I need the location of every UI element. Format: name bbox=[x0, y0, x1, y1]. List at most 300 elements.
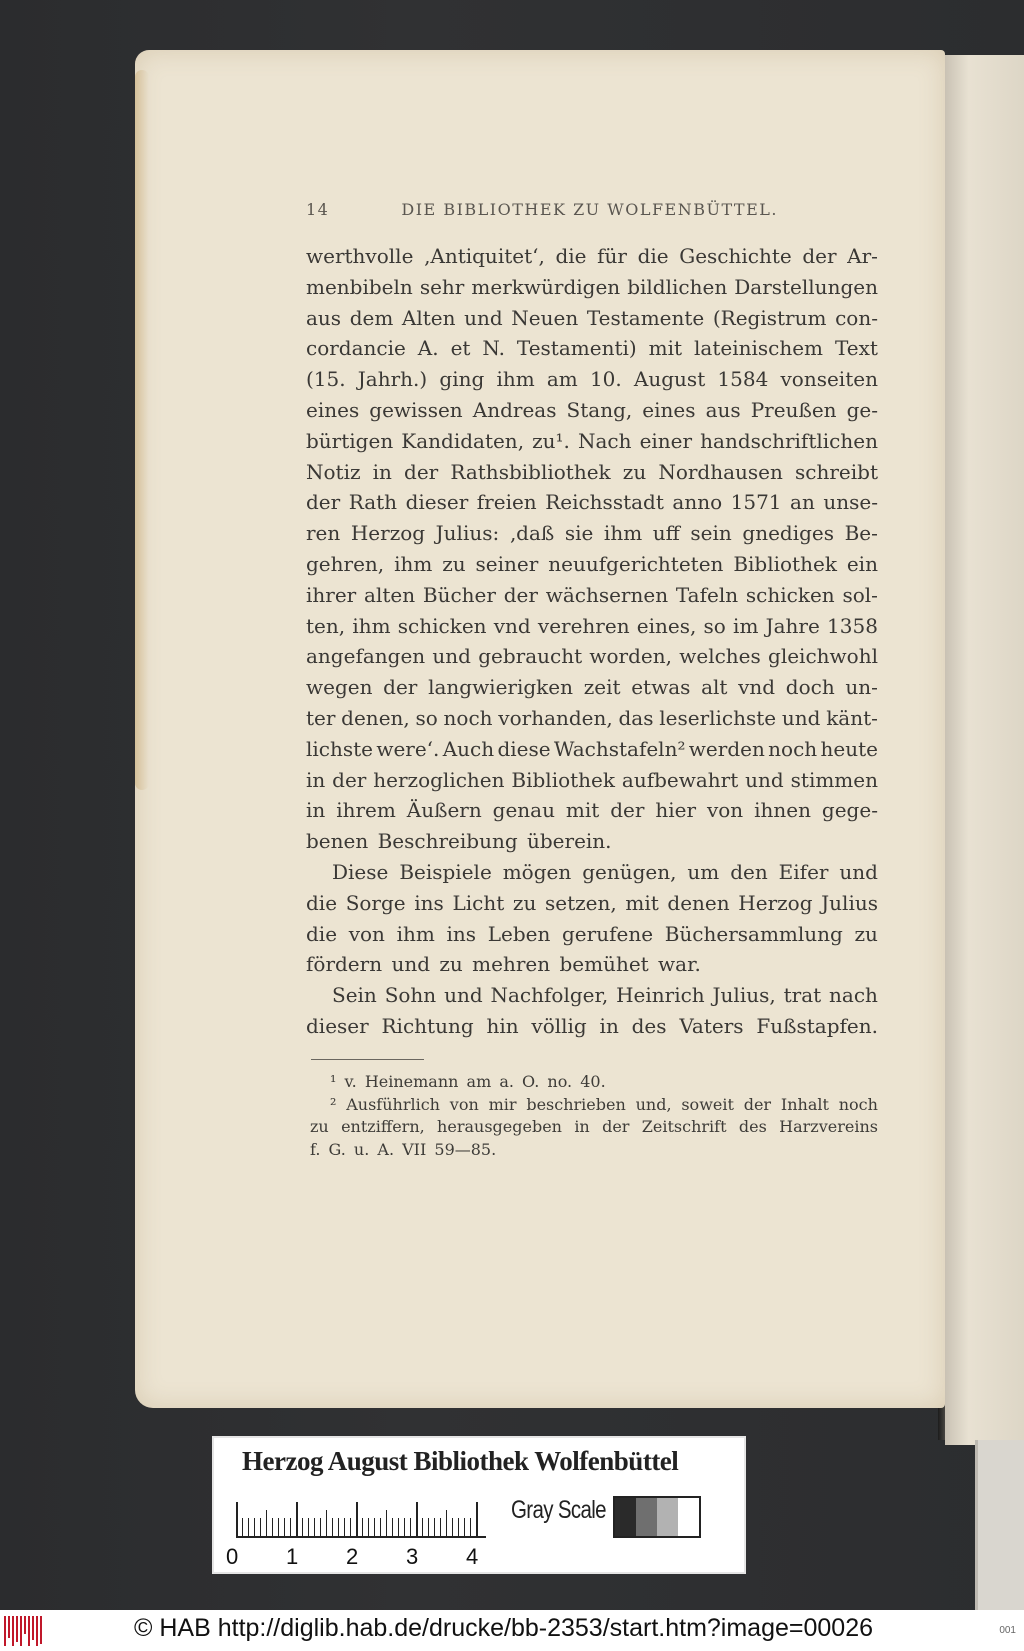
ruler-tick bbox=[254, 1518, 255, 1536]
word: in bbox=[599, 1013, 619, 1038]
ruler-tick bbox=[356, 1502, 358, 1536]
ruler-label: 4 bbox=[466, 1544, 479, 1569]
hab-logo-icon bbox=[4, 1616, 46, 1646]
ruler-label: 3 bbox=[406, 1544, 419, 1569]
word: Herzog bbox=[738, 890, 813, 915]
corner-mark: 001 bbox=[999, 1625, 1016, 1636]
word: ins bbox=[446, 921, 477, 946]
word: dem bbox=[349, 305, 394, 330]
word: trat bbox=[783, 983, 822, 1008]
text-line bbox=[306, 364, 878, 395]
ruler-tick bbox=[464, 1518, 465, 1536]
word: Jahrh.) bbox=[357, 367, 428, 392]
word: Richtung bbox=[381, 1013, 474, 1038]
word: Preußen bbox=[750, 397, 837, 422]
word: Julius, bbox=[712, 983, 776, 1008]
word: Darstellungen bbox=[734, 274, 878, 299]
ruler-tick bbox=[332, 1518, 333, 1536]
word: Neuen bbox=[511, 305, 579, 330]
word: 1584 bbox=[717, 367, 769, 392]
word: Text bbox=[834, 336, 878, 361]
word: ihm bbox=[394, 551, 433, 576]
word: und, bbox=[635, 1094, 672, 1114]
word: welches bbox=[679, 644, 761, 669]
word: ge- bbox=[846, 397, 878, 422]
footnote-line: ¹ v. Heinemann am a. O. no. 40. bbox=[330, 1072, 606, 1091]
logo-bar bbox=[4, 1616, 6, 1646]
ruler-tick bbox=[302, 1518, 303, 1536]
ruler-tick bbox=[248, 1518, 249, 1536]
word: der bbox=[743, 1094, 772, 1114]
word: ihrer bbox=[306, 582, 357, 607]
word: menbibeln bbox=[306, 274, 413, 299]
text-line: benen Beschreibung überein. bbox=[306, 829, 612, 854]
word: die bbox=[306, 921, 338, 946]
text-line bbox=[306, 457, 878, 488]
ruler-tick bbox=[350, 1518, 351, 1536]
word: Rath bbox=[348, 490, 398, 515]
logo-bar bbox=[28, 1616, 30, 1646]
text-line bbox=[306, 426, 878, 457]
word: gnediges bbox=[742, 521, 835, 546]
word: un- bbox=[845, 675, 878, 700]
word: gebraucht bbox=[478, 644, 583, 669]
word: lichste bbox=[306, 736, 374, 761]
logo-bar bbox=[32, 1616, 34, 1640]
word: die bbox=[555, 244, 587, 268]
word: ‚daß bbox=[509, 521, 555, 546]
word: handschriftlichen bbox=[700, 428, 878, 453]
word: der bbox=[332, 767, 367, 792]
text-line bbox=[306, 333, 878, 364]
word: 10. bbox=[589, 367, 622, 392]
word: schicken bbox=[397, 613, 487, 638]
word: Eifer bbox=[778, 859, 829, 884]
body-text bbox=[306, 241, 878, 1042]
word: 1358 bbox=[827, 613, 878, 638]
logo-bar bbox=[8, 1616, 10, 1638]
word: dieser bbox=[306, 1013, 369, 1038]
word: leserlichste bbox=[659, 705, 777, 730]
word: Wachstafeln² bbox=[553, 736, 686, 761]
word: Äußern bbox=[406, 798, 482, 823]
word: Fußstapfen. bbox=[756, 1013, 878, 1038]
text-line bbox=[306, 549, 878, 580]
footnotes bbox=[310, 1071, 878, 1161]
text-line bbox=[306, 1011, 878, 1042]
word: ter bbox=[306, 705, 336, 730]
word: N. bbox=[482, 336, 505, 361]
text-line bbox=[306, 888, 878, 919]
word: merkwürdigen bbox=[471, 274, 621, 299]
footer-bar bbox=[0, 1610, 1024, 1651]
text-line: fördern und zu mehren bemühet war. bbox=[306, 952, 701, 977]
word: von bbox=[449, 1094, 479, 1114]
word: sie bbox=[564, 521, 594, 546]
gray-swatch bbox=[615, 1498, 636, 1536]
text-line bbox=[306, 611, 878, 642]
word: Sein bbox=[332, 983, 377, 1008]
word: heute bbox=[820, 736, 878, 761]
ruler-tick bbox=[374, 1518, 375, 1536]
word: an bbox=[790, 490, 815, 515]
word: eines, bbox=[636, 613, 697, 638]
word: uff bbox=[652, 521, 680, 546]
word: Vaters bbox=[679, 1013, 744, 1038]
footnote-line: f. G. u. A. VII 59—85. bbox=[310, 1139, 497, 1159]
ruler-tick bbox=[446, 1510, 447, 1536]
word: setzen, bbox=[544, 890, 617, 915]
word: sol- bbox=[842, 582, 878, 607]
ruler-tick bbox=[470, 1518, 471, 1536]
word: Herzog bbox=[350, 521, 426, 546]
word: Harzvereins bbox=[779, 1117, 878, 1136]
word: herausgegeben bbox=[437, 1117, 562, 1136]
word: gehren, bbox=[306, 551, 385, 576]
ruler-tick bbox=[314, 1518, 315, 1536]
ruler-label: 2 bbox=[346, 1544, 359, 1569]
word: den bbox=[730, 859, 768, 884]
logo-bar bbox=[24, 1616, 26, 1634]
word: um bbox=[687, 859, 720, 884]
word: beschrieben bbox=[526, 1094, 626, 1114]
word: (Registrum bbox=[712, 305, 827, 330]
ruler-tick bbox=[392, 1518, 393, 1536]
word: des bbox=[738, 1117, 767, 1136]
word: 1571 bbox=[730, 490, 782, 515]
word: Ausführlich bbox=[346, 1094, 440, 1114]
word: wächsernen bbox=[545, 582, 669, 607]
running-head: DIE BIBLIOTHEK ZU WOLFENBÜTTEL. bbox=[401, 200, 778, 219]
ruler-tick bbox=[362, 1518, 363, 1536]
word: cordancie bbox=[306, 336, 406, 361]
word: Auch bbox=[442, 736, 495, 761]
ruler-tick bbox=[308, 1518, 309, 1536]
word: hin bbox=[486, 1013, 519, 1038]
word: Geschichte bbox=[679, 244, 792, 268]
word: alt bbox=[701, 675, 728, 700]
word: werthvolle bbox=[306, 244, 414, 268]
word: Sorge bbox=[345, 890, 406, 915]
word: von bbox=[706, 798, 744, 823]
word: ihm bbox=[496, 367, 535, 392]
logo-bar bbox=[12, 1616, 14, 1646]
word: August bbox=[633, 367, 706, 392]
word: langwierigken bbox=[428, 675, 574, 700]
color-target-card bbox=[212, 1436, 746, 1574]
gray-swatch bbox=[657, 1498, 678, 1536]
logo-bar bbox=[36, 1616, 38, 1646]
word: diese bbox=[497, 736, 551, 761]
word: Büchersammlung bbox=[664, 921, 843, 946]
next-leaf bbox=[945, 55, 1024, 1445]
word: zu bbox=[854, 921, 878, 946]
gray-scale-swatches bbox=[613, 1496, 701, 1538]
ruler-label: 1 bbox=[286, 1544, 299, 1569]
gray-swatch bbox=[636, 1498, 657, 1536]
ruler-tick bbox=[278, 1518, 279, 1536]
word: Bibliothek bbox=[511, 767, 616, 792]
word: mit bbox=[648, 336, 683, 361]
word: Testamenti) bbox=[516, 336, 637, 361]
page-header bbox=[306, 200, 778, 224]
logo-bar bbox=[40, 1616, 42, 1644]
word: der bbox=[802, 244, 837, 268]
word: vorhanden, bbox=[498, 705, 613, 730]
text-line bbox=[306, 795, 878, 826]
word: schreibt bbox=[795, 459, 878, 484]
word: neuufgerichteten bbox=[548, 551, 724, 576]
word: ihm bbox=[396, 921, 435, 946]
word: aufbewahrt bbox=[621, 767, 739, 792]
ruler-tick bbox=[410, 1518, 411, 1536]
word: am bbox=[546, 367, 578, 392]
word: gleichwohl bbox=[768, 644, 878, 669]
word: Jahre bbox=[765, 613, 820, 638]
text-line bbox=[306, 303, 878, 334]
word: zu bbox=[442, 551, 466, 576]
word: zu¹. bbox=[532, 428, 570, 453]
word: der bbox=[306, 490, 341, 515]
word: ging bbox=[439, 367, 485, 392]
word: zu bbox=[512, 890, 537, 915]
word: und bbox=[444, 983, 483, 1008]
ruler-baseline bbox=[236, 1536, 486, 1538]
word: und bbox=[839, 859, 878, 884]
text-line bbox=[306, 487, 878, 518]
word: Rathsbibliothek bbox=[450, 459, 611, 484]
word: und bbox=[432, 644, 471, 669]
word: ein bbox=[846, 551, 878, 576]
text-line bbox=[306, 395, 878, 426]
ruler-label: 0 bbox=[226, 1544, 239, 1569]
ruler-tick bbox=[458, 1518, 459, 1536]
word: in bbox=[574, 1117, 590, 1136]
word: genügen, bbox=[582, 859, 677, 884]
word: zu bbox=[622, 459, 647, 484]
word: nach bbox=[829, 983, 878, 1008]
word: aus bbox=[306, 305, 342, 330]
word: Reichsstadt bbox=[545, 490, 664, 515]
text-line bbox=[306, 980, 878, 1011]
word: (15. bbox=[306, 367, 346, 392]
word: Nordhausen bbox=[658, 459, 783, 484]
word: Licht bbox=[452, 890, 505, 915]
adjacent-volume bbox=[975, 1440, 1024, 1610]
word: Testamente bbox=[586, 305, 705, 330]
word: Kandidaten, bbox=[401, 428, 525, 453]
word: noch bbox=[443, 705, 493, 730]
word: ‚Antiquitet‘, bbox=[424, 244, 545, 268]
word: alten bbox=[364, 582, 416, 607]
word: Stang, bbox=[566, 397, 633, 422]
text-line bbox=[306, 857, 878, 888]
footnote-rule bbox=[311, 1059, 424, 1060]
copyright-link[interactable]: © HAB http://diglib.hab.de/drucke/bb-2353/start.htm?image=00026 bbox=[134, 1614, 874, 1642]
ruler-tick bbox=[344, 1518, 345, 1536]
word: ihnen bbox=[754, 798, 811, 823]
word: herzoglichen bbox=[373, 767, 505, 792]
word: und bbox=[464, 305, 503, 330]
text-line bbox=[306, 919, 878, 950]
word: vnd bbox=[738, 675, 776, 700]
text-line bbox=[306, 641, 878, 672]
word: vonseiten bbox=[780, 367, 878, 392]
word: wegen bbox=[306, 675, 373, 700]
word: vnd bbox=[493, 613, 531, 638]
word: gege- bbox=[821, 798, 878, 823]
word: Alten bbox=[401, 305, 456, 330]
word: Beispiele bbox=[399, 859, 492, 884]
word: gerufene bbox=[562, 921, 654, 946]
word: bürtigen bbox=[306, 428, 394, 453]
word: mit bbox=[625, 890, 659, 915]
text-line bbox=[306, 580, 878, 611]
word: verehren bbox=[537, 613, 630, 638]
word: Julius bbox=[821, 890, 878, 915]
ruler-tick bbox=[272, 1518, 273, 1536]
word: con- bbox=[835, 305, 878, 330]
word: dieser bbox=[405, 490, 469, 515]
word: ihm bbox=[352, 613, 391, 638]
ruler-tick bbox=[434, 1518, 435, 1536]
footnote-line bbox=[310, 1094, 878, 1117]
word: ins bbox=[414, 890, 444, 915]
ruler-tick bbox=[398, 1518, 399, 1536]
word: genau bbox=[492, 798, 555, 823]
word: stimmen bbox=[790, 767, 878, 792]
word: Tafeln bbox=[675, 582, 739, 607]
word: Leben bbox=[487, 921, 551, 946]
text-line bbox=[306, 765, 878, 796]
word: noch bbox=[838, 1094, 878, 1114]
logo-bar bbox=[16, 1616, 18, 1642]
ruler-tick bbox=[368, 1518, 369, 1536]
ruler-tick bbox=[416, 1502, 418, 1536]
ruler-tick bbox=[266, 1510, 267, 1536]
word: Bücher bbox=[422, 582, 496, 607]
word: und bbox=[781, 705, 821, 730]
word: ihm bbox=[603, 521, 643, 546]
word: noch bbox=[768, 736, 818, 761]
ruler-tick bbox=[440, 1518, 441, 1536]
word: unse- bbox=[823, 490, 878, 515]
word: der bbox=[610, 798, 645, 823]
word: so bbox=[415, 705, 438, 730]
word: des bbox=[631, 1013, 667, 1038]
word: hier bbox=[655, 798, 697, 823]
word: känt- bbox=[826, 705, 878, 730]
text-line bbox=[306, 703, 878, 734]
word: der bbox=[503, 582, 538, 607]
word: entziffern, bbox=[341, 1117, 425, 1136]
ruler-tick bbox=[242, 1518, 243, 1536]
word: seiner bbox=[475, 551, 539, 576]
ruler-tick bbox=[236, 1502, 238, 1536]
word: Andreas bbox=[472, 397, 557, 422]
word: ten, bbox=[306, 613, 346, 638]
word: freien bbox=[476, 490, 537, 515]
word: eines bbox=[642, 397, 696, 422]
word: lateinischem bbox=[694, 336, 824, 361]
word: einer bbox=[639, 428, 693, 453]
word: Inhalt bbox=[780, 1094, 829, 1114]
text-line bbox=[306, 734, 878, 765]
word: worden, bbox=[589, 644, 672, 669]
word: Diese bbox=[332, 859, 389, 884]
word: etwas bbox=[631, 675, 691, 700]
centimeter-ruler bbox=[236, 1500, 506, 1538]
ruler-tick bbox=[386, 1510, 387, 1536]
word: Zeitschrift bbox=[641, 1117, 727, 1136]
word: in bbox=[306, 767, 326, 792]
word: die bbox=[637, 244, 669, 268]
word: Be- bbox=[844, 521, 878, 546]
word: Notiz bbox=[306, 459, 361, 484]
word: im bbox=[733, 613, 759, 638]
word: in bbox=[306, 798, 326, 823]
word: und bbox=[745, 767, 784, 792]
word: ² bbox=[330, 1094, 337, 1114]
word: ihrem bbox=[336, 798, 396, 823]
word: A. bbox=[417, 336, 439, 361]
text-line bbox=[306, 518, 878, 549]
word: Nach bbox=[577, 428, 632, 453]
ruler-tick bbox=[338, 1518, 339, 1536]
gray-scale-label: Gray Scale bbox=[511, 1496, 606, 1524]
word: Sohn bbox=[384, 983, 437, 1008]
gray-swatch bbox=[678, 1498, 699, 1536]
ruler-tick bbox=[452, 1518, 453, 1536]
logo-bar bbox=[20, 1616, 22, 1646]
word: in bbox=[372, 459, 392, 484]
ruler-tick bbox=[380, 1518, 381, 1536]
word: Julius: bbox=[435, 521, 500, 546]
word: denen bbox=[667, 890, 730, 915]
word: sein bbox=[690, 521, 732, 546]
text-line bbox=[306, 272, 878, 303]
page-number: 14 bbox=[306, 200, 330, 219]
word: der bbox=[383, 675, 418, 700]
ruler-tick bbox=[320, 1518, 321, 1536]
word: so bbox=[703, 613, 726, 638]
word: schicken bbox=[745, 582, 835, 607]
text-line bbox=[306, 241, 878, 272]
word: eines bbox=[306, 397, 360, 422]
word: für bbox=[597, 244, 627, 268]
word: Nachfolger, bbox=[490, 983, 609, 1008]
ruler-tick bbox=[284, 1518, 285, 1536]
word: were‘. bbox=[376, 736, 440, 761]
word: bildlichen bbox=[627, 274, 728, 299]
word: das bbox=[618, 705, 654, 730]
ruler-tick bbox=[290, 1518, 291, 1536]
ruler-tick bbox=[260, 1518, 261, 1536]
word: denen, bbox=[341, 705, 410, 730]
footnote-line bbox=[310, 1116, 878, 1139]
word: doch bbox=[785, 675, 835, 700]
word: Ar- bbox=[847, 244, 878, 268]
word: ren bbox=[306, 521, 341, 546]
word: mögen bbox=[502, 859, 572, 884]
ruler-tick bbox=[476, 1502, 478, 1536]
ruler-tick bbox=[404, 1518, 405, 1536]
text-line bbox=[306, 672, 878, 703]
word: zu bbox=[310, 1117, 329, 1136]
word: mit bbox=[565, 798, 600, 823]
word: angefangen bbox=[306, 644, 426, 669]
word: soweit bbox=[681, 1094, 734, 1114]
